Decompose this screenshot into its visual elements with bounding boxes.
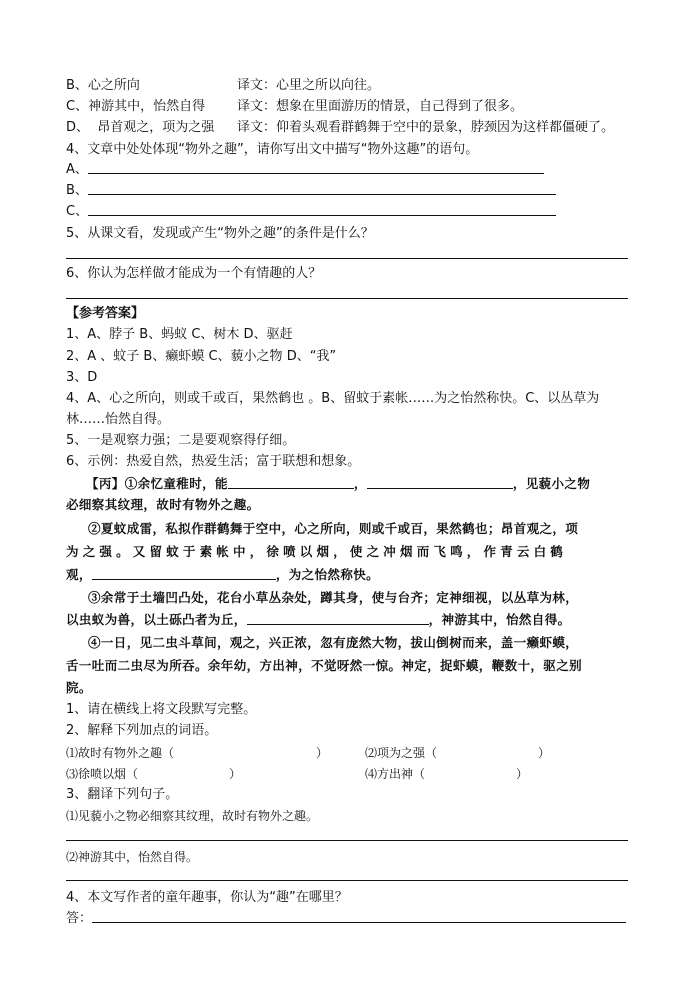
p1-start: 【丙】①余忆童稚时，能 — [86, 476, 228, 491]
answer-label-a: A、 — [66, 162, 88, 177]
passage-p2-line1: ②夏蚊成雷，私拟作群鹤舞于空中，心之所向，则或千或百，果然鹤也；昂首观之，项 — [88, 521, 579, 536]
q-1: 1、请在横线上将文段默写完整。 — [66, 702, 257, 717]
passage-p4-line1: ④一日，见二虫斗草间，观之，兴正浓，忽有庞然大物，拔山倒树而来，盖一癞虾蟆， — [88, 635, 579, 650]
q-4-answer — [66, 909, 626, 929]
answer-rule-q5[interactable] — [66, 258, 628, 259]
q2-item-1: ⑴故时有物外之趣（ — [66, 746, 175, 760]
q-3: 3、翻译下列句子。 — [66, 787, 179, 802]
answers-heading: 【参考答案】 — [66, 306, 145, 321]
answer-rule-q6[interactable] — [66, 298, 628, 299]
q-2-row1 — [66, 743, 551, 763]
question-5: 5、从课文看，发现或产生“物外之趣”的条件是什么？ — [66, 226, 374, 241]
passage-p4-line2: 舌一吐而二虫尽为所吞。余年幼，方出神，不觉呀然一惊。神定，捉虾蟆，鞭数十，驱之别 — [66, 658, 583, 673]
q-3-2: ⑵神游其中，怡然自得。 — [66, 850, 199, 864]
option-d: D、 昂首观之，项为之强 — [66, 120, 215, 135]
q2-item-2-close: ） — [538, 746, 551, 760]
blank-c[interactable] — [88, 202, 556, 216]
q4-answer-blank[interactable] — [92, 909, 626, 923]
option-d-translation: 译文：仰着头观看群鹤舞于空中的景象，脖颈因为这样都僵硬了。 — [237, 120, 615, 135]
passage-p2-line3 — [66, 565, 379, 585]
p3-l2-end: ，神游其中，怡然自得。 — [428, 612, 571, 627]
option-b-row — [66, 76, 381, 96]
answer-2: 2、A 、蚊子 B、癞虾蟆 C、藐小之物 D、“我” — [66, 349, 337, 364]
passage-p4-line3: 院。 — [66, 680, 92, 695]
q-2-row2 — [66, 764, 529, 784]
q2-item-2: ⑵项为之强（ — [365, 746, 438, 760]
p2-blank[interactable] — [92, 566, 276, 580]
option-b: B、心之所向 — [66, 78, 140, 93]
q-4: 4、本文写作者的童年趣事，你认为“趣”在哪里？ — [66, 890, 348, 905]
blank-a[interactable] — [88, 160, 544, 174]
p2-l3-end: ，为之怡然称快。 — [275, 567, 380, 582]
passage-p3-line2 — [66, 610, 571, 630]
p1-blank-1[interactable] — [228, 475, 354, 489]
p3-blank[interactable] — [247, 611, 429, 625]
answer-label: 答： — [66, 911, 93, 926]
answer-4-line1: 4、A、心之所向，则或千或百，果然鹤也 。B、留蚊于素帐……为之怡然称快。C、以丛草为 — [66, 391, 600, 406]
option-c-row — [66, 97, 524, 117]
option-d-row — [66, 118, 615, 138]
q-2: 2、解释下列加点的词语。 — [66, 723, 218, 738]
p1-sep: ， — [353, 476, 367, 491]
answer-rule-q3-2[interactable] — [66, 880, 628, 881]
answer-rule-q3-1[interactable] — [66, 840, 628, 841]
q-3-1: ⑴见藐小之物必细察其纹理，故时有物外之趣。 — [66, 809, 319, 823]
answer-label-b: B、 — [66, 183, 88, 198]
p1-end: ，见藐小之物 — [512, 476, 591, 491]
q2-item-3: ⑶徐喷以烟（ — [66, 767, 139, 781]
passage-p1-line2: 必细察其纹理，故时有物外之趣。 — [66, 497, 260, 512]
q2-item-4-close: ） — [516, 767, 529, 781]
question-6: 6、你认为怎样做才能成为一个有情趣的人？ — [66, 266, 322, 281]
passage-p2-line2: 为之强。又留蚊于素帐中，徐喷以烟，使之冲烟而飞鸣，作青云白鹤 — [66, 544, 568, 559]
q2-item-1-close: ） — [316, 746, 329, 760]
answer-1: 1、A、脖子 B、蚂蚁 C、树木 D、驱赶 — [66, 327, 293, 342]
p1-blank-2[interactable] — [367, 475, 513, 489]
answer-line-a — [66, 160, 544, 180]
p2-l3-pre: 观， — [66, 567, 92, 582]
answer-6: 6、示例：热爱自然，热爱生活；富于联想和想象。 — [66, 454, 361, 469]
q2-item-4: ⑷方出神（ — [365, 767, 426, 781]
answer-label-c: C、 — [66, 204, 89, 219]
blank-b[interactable] — [88, 181, 556, 195]
option-c: C、神游其中，怡然自得 — [66, 99, 206, 114]
answer-5: 5、一是观察力强；二是要观察得仔细。 — [66, 433, 296, 448]
answer-4-line2: 林……怡然自得。 — [66, 412, 171, 427]
p3-l2-pre: 以虫蚁为兽，以土砾凸者为丘， — [66, 612, 247, 627]
passage-p3-line1: ③余常于土墙凹凸处，花台小草丛杂处，蹲其身，使与台齐；定神细视，以丛草为林， — [88, 590, 579, 605]
q2-item-3-close: ） — [229, 767, 242, 781]
answer-3: 3、D — [66, 370, 98, 385]
answer-line-c — [66, 202, 556, 222]
option-b-translation: 译文：心里之所以向往。 — [237, 78, 381, 93]
passage-p1-line1 — [86, 474, 590, 494]
question-4: 4、文章中处处体现“物外之趣”，请你写出文中描写“物外这趣”的语句。 — [66, 142, 479, 157]
answer-line-b — [66, 181, 556, 201]
option-c-translation: 译文：想象在里面游历的情景，自己得到了很多。 — [237, 99, 524, 114]
